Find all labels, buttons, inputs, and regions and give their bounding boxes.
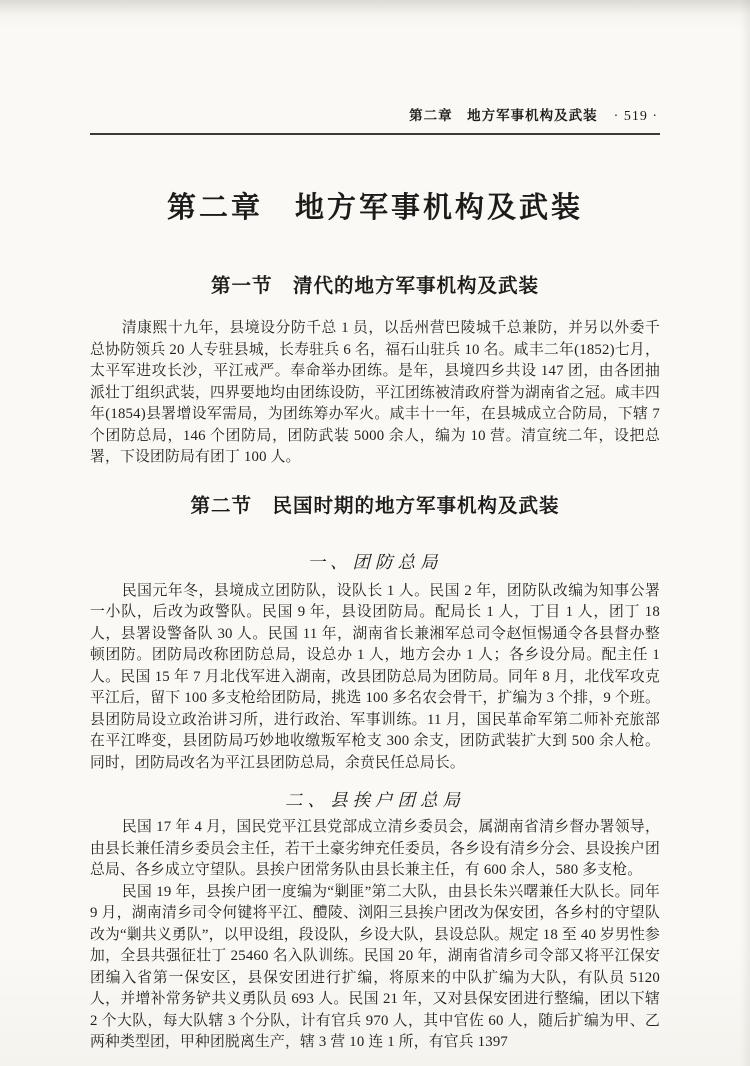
section-1-paragraph: 清康熙十九年，县境设分防千总 1 员，以岳州营巴陵城千总兼防，并另以外委千总协防领兵 20 人专驻县城，长寿驻兵 6 名，福石山驻兵 10 名。咸丰二年(1852)七月，太平军进攻长沙，平江戒严。奉命举办团练。是年，县境四乡共设 147 团，由各团抽派壮丁组织武装，四界要地均由团练设防，平江团练被清政府誉为湖南省之冠。咸丰四年(1854)县署增设军需局，为团练筹办军火。咸丰十一年，在县城成立合防局，下辖 7 个团防总局，146 个团防局，团防武装 5000 余人，编为 10 营。清宣统二年，设把总署，下设团防局有团丁 100 人。 xyxy=(90,320,660,465)
running-header-title: 第二章 地方军事机构及武装 xyxy=(409,108,598,123)
page-content xyxy=(90,0,660,1054)
subsection-2-paragraph-2: 民国 19 年，县挨户团一度编为“剿匪”第二大队，由县长朱兴曙兼任大队长。同年 9 月，湖南清乡司令何键将平江、醴陵、浏阳三县挨户团改为保安团，各乡村的守望队改为“剿共义勇队”，以甲设组，段设队，乡设大队，县设总队。规定 18 至 40 岁男性参加，全县共强征壮丁 25460 名入队训练。民国 20 年，湖南省清乡司令部又将平江保安团编入省第一保安区，县保安团进行扩编，将原来的中队扩编为大队，有队员 5120 人，并增补常务铲共义勇队员 693 人。民国 21 年，又对县保安团进行整编，团以下辖 2 个大队，每大队辖 3 个分队，计有官兵 970 人，其中官佐 60 人，随后扩编为甲、乙两种类型团，甲种团脱离生产，辖 3 营 10 连 1 所，有官兵 1397 xyxy=(90,883,660,1050)
running-header xyxy=(90,104,660,135)
subsection-2-paragraph-1: 民国 17 年 4 月，国民党平江县党部成立清乡委员会，属湖南省清乡督办署领导，由县长兼任清乡委员会主任，若干土豪劣绅充任委员，各乡设有清乡分会、县设挨户团总局、各乡成立守望队。县挨户团常务队由县长兼主任，有 600 余人，580 多支枪。 xyxy=(90,819,660,878)
section-2-heading: 第二节 民国时期的地方军事机构及武装 xyxy=(190,494,560,517)
subsection-1-paragraph: 民国元年冬，县境成立团防队，设队长 1 人。民国 2 年，团防队改编为知事公署一小队，后改为政警队。民国 9 年，县设团防局。配局长 1 人，丁目 1 人，团丁 18 人，县署设警备队 30 人。民国 11 年，湖南省长兼湘军总司令赵恒惕通令各县督办整顿团防。团防局改称团防总局，设总办 1 人，地方会办 1 人；各乡设分局。配主任 1 人。民国 15 年 7 月北伐军进入湖南，改县团防总局为团防局。同年 8 月，北伐军攻克平江后，留下 100 多支枪给团防局，挑选 100 多名农会骨干，扩编为 3 个排，9 个班。县团防局设立政治讲习所，进行政治、军事训练。11 月，国民革命军第二师补充旅部在平江哗变，县团防局巧妙地收缴叛军枪支 300 余支，团防武装扩大到 500 余人枪。同时，团防局改名为平江县团防总局，余贲民任总局长。 xyxy=(90,582,660,771)
subsection-1-heading: 一、团防总局 xyxy=(307,551,443,572)
chapter-heading: 第二章 地方军事机构及武装 xyxy=(166,192,583,224)
section-1-heading: 第一节 清代的地方军事机构及武装 xyxy=(210,275,539,297)
page-number: · 519 · xyxy=(613,109,658,124)
subsection-2-heading: 二、县挨户团总局 xyxy=(285,790,465,810)
